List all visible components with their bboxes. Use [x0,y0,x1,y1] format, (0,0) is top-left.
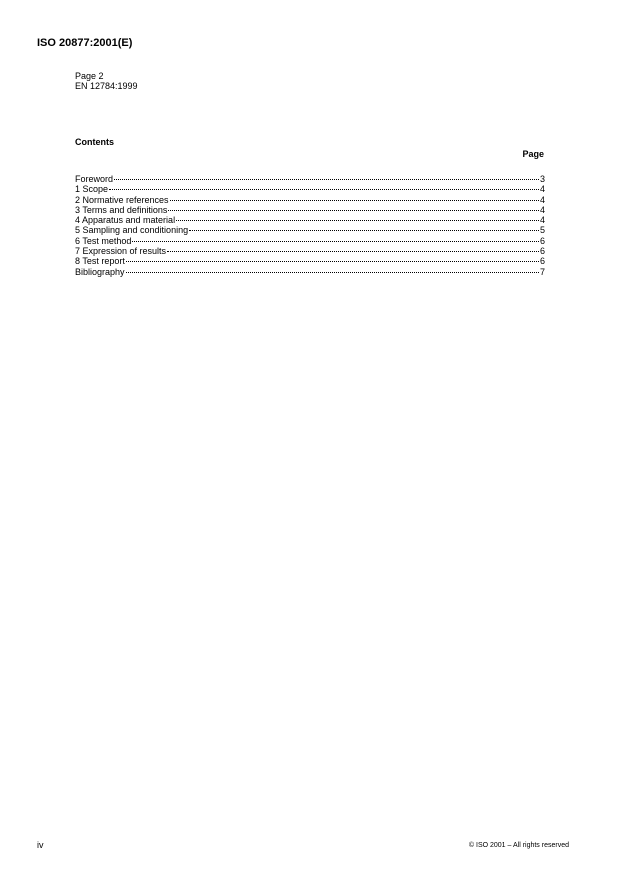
toc-entry-label: 3 Terms and definitions [75,204,168,215]
toc-entry-label: 1 Scope [75,184,109,195]
subheading [75,71,138,91]
toc-dot-leader [176,220,539,221]
footer-copyright: © ISO 2001 – All rights reserved [468,842,569,849]
toc-entry-page: 4 [539,194,545,205]
toc-dot-leader [132,241,539,242]
toc-entry-page: 6 [539,246,545,257]
toc-dot-leader [109,189,539,190]
toc-dot-leader [114,179,539,180]
toc-entry-page: 4 [539,184,545,195]
toc-dot-leader [168,210,539,211]
toc-entry-page: 6 [539,235,545,246]
toc-entry-label: 8 Test report [75,256,125,267]
toc-entry-page: 5 [539,225,545,236]
toc-entry-test-report[interactable] [75,256,545,266]
toc-entry-page: 3 [539,174,545,184]
toc-entry-scope[interactable] [75,184,545,194]
toc-dot-leader [126,261,539,262]
toc-entry-label: Bibliography [75,266,125,277]
table-of-contents [75,174,545,277]
toc-entry-label: 4 Apparatus and material [75,215,176,226]
toc-entry-expression-of-results[interactable] [75,246,545,256]
toc-entry-sampling-and-conditioning[interactable] [75,225,545,235]
toc-dot-leader [167,251,539,252]
toc-dot-leader [189,230,539,231]
toc-entry-foreword[interactable] [75,174,545,184]
toc-entry-label: 7 Expression of results [75,246,167,257]
toc-entry-label: Foreword [75,174,114,184]
toc-entry-bibliography[interactable] [75,267,545,277]
toc-entry-page: 4 [539,204,545,215]
toc-entry-apparatus-and-material[interactable] [75,215,545,225]
toc-dot-leader [170,200,539,201]
toc-entry-label: 6 Test method [75,235,132,246]
toc-entry-terms-and-definitions[interactable] [75,205,545,215]
toc-entry-page: 4 [539,215,545,226]
subheading-standard-line: EN 12784:1999 [75,81,138,91]
subheading-page-line: Page 2 [75,71,104,81]
toc-entry-label: 2 Normative references [75,194,169,205]
contents-heading: Contents [75,137,114,147]
page-column-heading: Page [522,149,544,159]
toc-entry-page: 6 [539,256,545,267]
toc-entry-page: 7 [539,266,545,277]
toc-entry-label: 5 Sampling and conditioning [75,225,189,236]
toc-dot-leader [126,272,539,273]
document-title: ISO 20877:2001(E) [37,37,133,49]
footer-page-number: iv [37,840,44,850]
toc-entry-normative-references[interactable] [75,195,545,205]
toc-entry-test-method[interactable] [75,236,545,246]
